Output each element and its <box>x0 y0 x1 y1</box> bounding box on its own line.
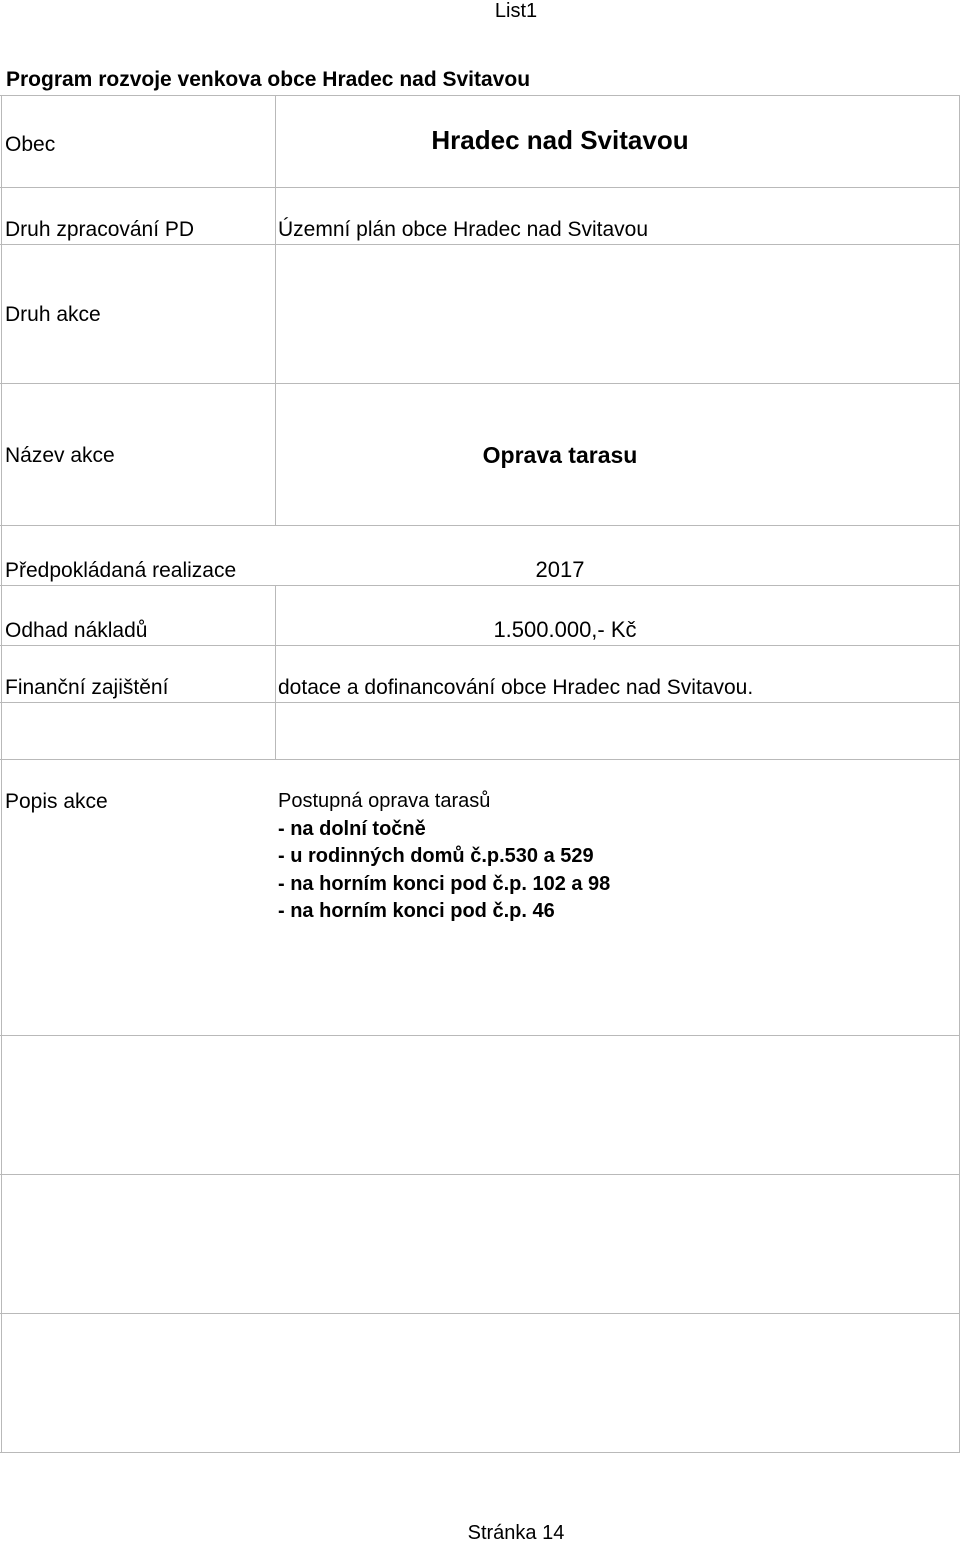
grid-line <box>0 1452 960 1453</box>
grid-line <box>0 187 960 188</box>
popis-line: Postupná oprava tarasů <box>278 790 491 812</box>
grid-line <box>0 759 960 760</box>
popis-line: - u rodinných domů č.p.530 a 529 <box>278 845 594 867</box>
grid-line <box>0 1313 960 1314</box>
grid-line <box>0 95 960 96</box>
grid-line <box>275 585 276 759</box>
grid-line <box>0 585 960 586</box>
druh-pd-value: Územní plán obce Hradec nad Svitavou <box>278 218 649 241</box>
popis-line: - na horním konci pod č.p. 46 <box>278 900 555 922</box>
naklady-label: Odhad nákladů <box>5 619 148 642</box>
druh-akce-label: Druh akce <box>5 303 101 326</box>
grid-line <box>0 383 960 384</box>
popis-label: Popis akce <box>5 790 108 813</box>
page-number: Stránka 14 <box>467 1522 565 1544</box>
naklady-value: 1.500.000,- Kč <box>493 617 637 642</box>
popis-line: - na horním konci pod č.p. 102 a 98 <box>278 873 611 895</box>
financni-value: dotace a dofinancování obce Hradec nad Svitavou. <box>278 676 754 699</box>
realizace-value: 2017 <box>535 557 585 582</box>
sheet-name: List1 <box>494 0 538 22</box>
document-title: Program rozvoje venkova obce Hradec nad Svitavou <box>6 68 531 91</box>
nazev-akce-value: Oprava tarasu <box>482 442 638 468</box>
grid-line <box>0 702 960 703</box>
grid-line <box>0 244 960 245</box>
druh-pd-label: Druh zpracování PD <box>5 218 195 241</box>
popis-line: - na dolní točně <box>278 818 426 840</box>
obec-value: Hradec nad Svitavou <box>431 125 689 155</box>
grid-line <box>0 1174 960 1175</box>
nazev-akce-label: Název akce <box>5 444 115 467</box>
grid-line <box>0 1035 960 1036</box>
financni-label: Finanční zajištění <box>5 676 169 699</box>
realizace-label: Předpokládaná realizace <box>5 559 237 582</box>
grid-line <box>1 95 2 1453</box>
grid-line <box>0 645 960 646</box>
obec-label: Obec <box>5 133 56 156</box>
grid-line <box>0 525 960 526</box>
